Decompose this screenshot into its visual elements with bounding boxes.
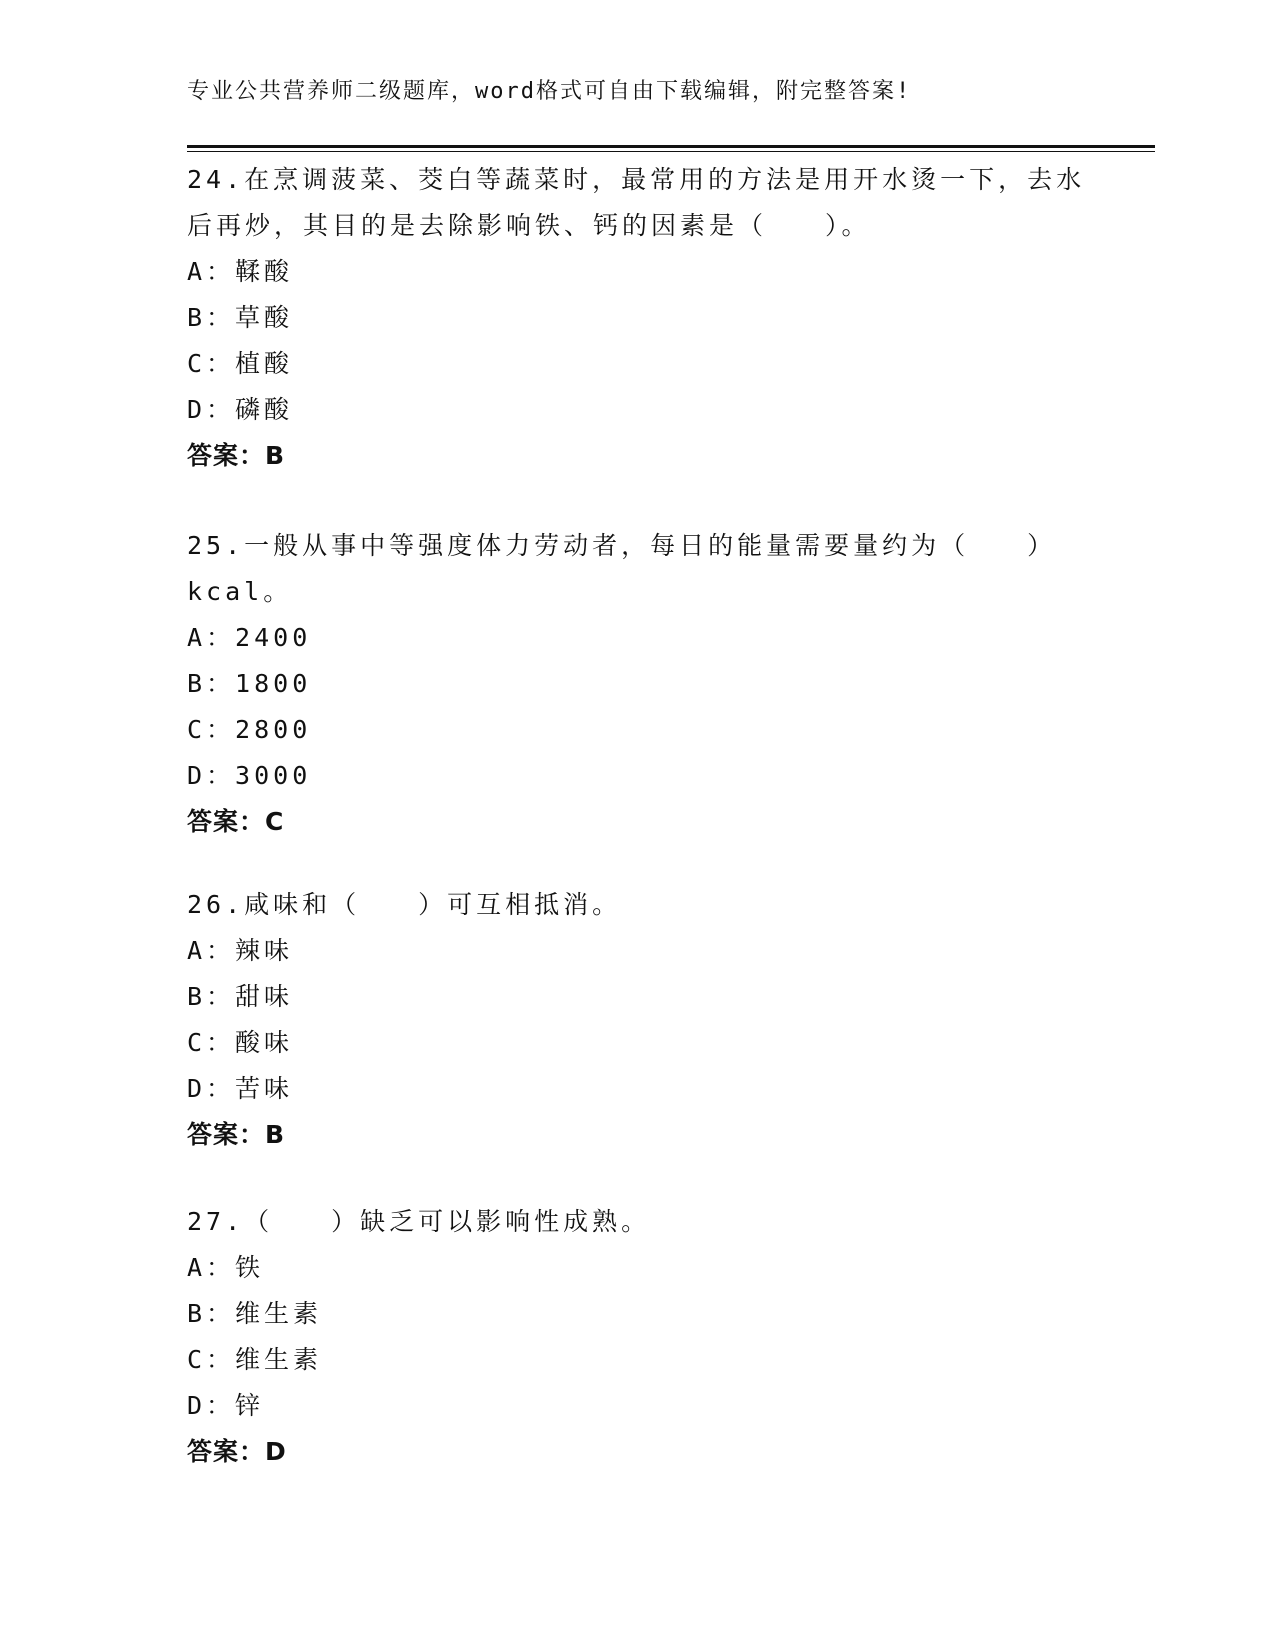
- option-a: A：2400: [187, 623, 312, 652]
- answer-label: 答案：C: [187, 807, 285, 836]
- option-b: B：甜味: [187, 982, 294, 1011]
- question-stem-line: kcal。: [187, 577, 293, 606]
- option-d: D：苦味: [187, 1074, 294, 1103]
- question-stem-line: 后再炒，其目的是去除影响铁、钙的因素是（ ）。: [187, 211, 871, 240]
- answer-label: 答案：B: [187, 441, 286, 470]
- question-stem-line: 27.（ ）缺乏可以影响性成熟。: [187, 1207, 651, 1236]
- option-c: C：维生素: [187, 1345, 323, 1374]
- page-header: 专业公共营养师二级题库，word格式可自由下载编辑，附完整答案!: [187, 79, 912, 104]
- option-c: C：2800: [187, 715, 312, 744]
- header-rule-thin: [187, 151, 1155, 152]
- question-26: [187, 882, 1087, 1158]
- option-d: D：磷酸: [187, 395, 294, 424]
- question-stem-line: 25.一般从事中等强度体力劳动者，每日的能量需要量约为（ ）: [187, 531, 1057, 560]
- question-27: [187, 1199, 1087, 1475]
- question-stem-line: 24.在烹调菠菜、茭白等蔬菜时，最常用的方法是用开水烫一下，去水: [187, 165, 1086, 194]
- option-d: D：锌: [187, 1391, 265, 1420]
- answer-label: 答案：B: [187, 1120, 286, 1149]
- option-c: C：植酸: [187, 349, 294, 378]
- question-25: [187, 523, 1087, 845]
- question-24: [187, 157, 1087, 479]
- option-b: B：1800: [187, 669, 312, 698]
- option-c: C：酸味: [187, 1028, 294, 1057]
- option-a: A：辣味: [187, 936, 294, 965]
- answer-label: 答案：D: [187, 1437, 287, 1466]
- question-stem-line: 26.咸味和（ ）可互相抵消。: [187, 890, 622, 919]
- option-b: B：维生素: [187, 1299, 323, 1328]
- option-d: D：3000: [187, 761, 312, 790]
- option-b: B：草酸: [187, 303, 294, 332]
- header-rule-thick: [187, 145, 1155, 148]
- option-a: A：鞣酸: [187, 257, 294, 286]
- option-a: A：铁: [187, 1253, 265, 1282]
